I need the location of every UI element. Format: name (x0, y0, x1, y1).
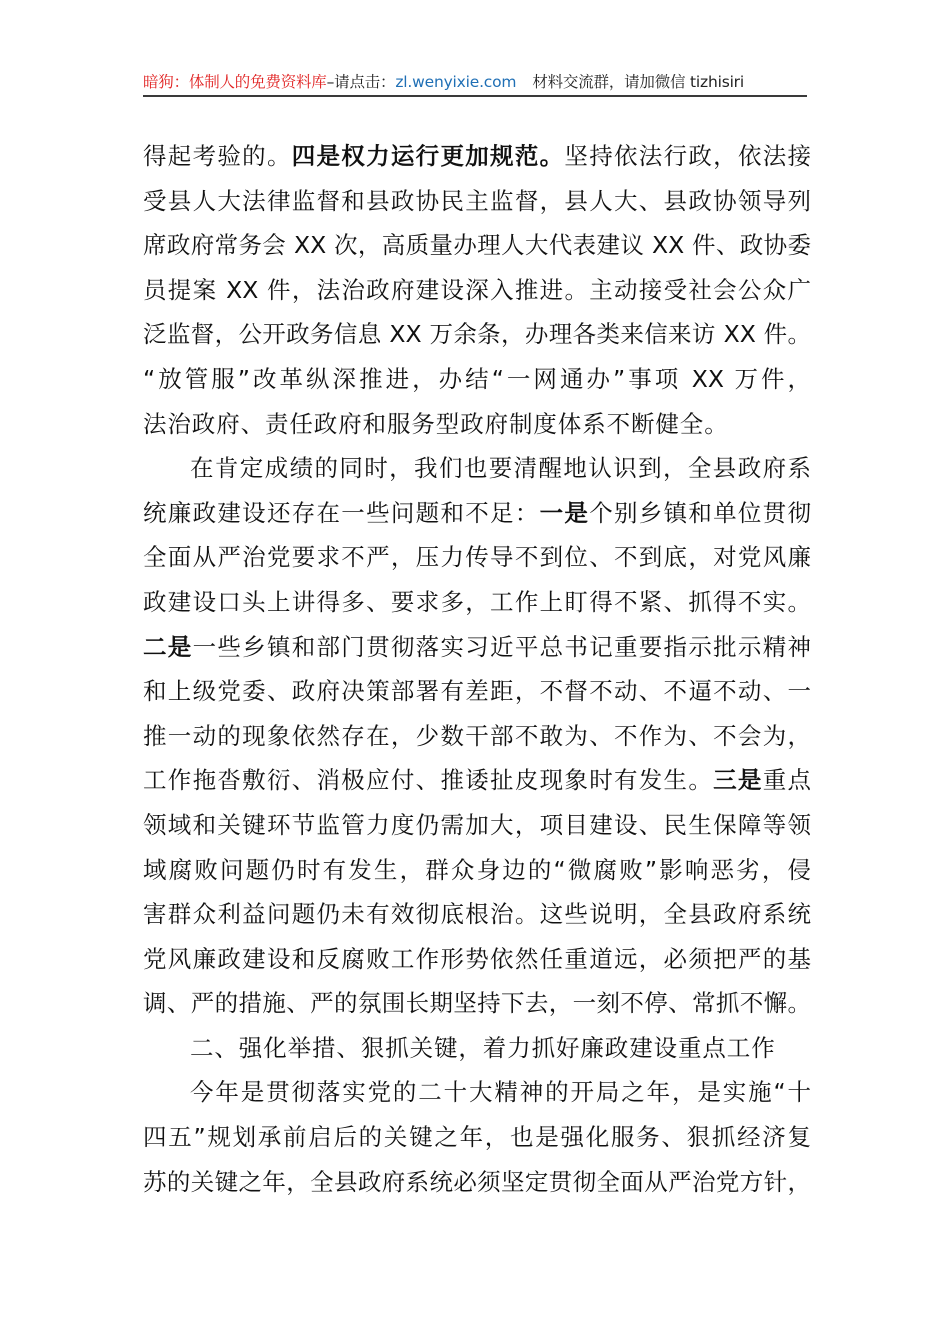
text-line (143, 981, 811, 1026)
text-segment: 得起考验的。 (143, 142, 292, 170)
text-line (143, 1070, 811, 1115)
header-contact: 材料交流群，请加微信 tizhisiri (532, 73, 744, 91)
header-brand: 暗狗：体制人的免费资料库 (143, 73, 327, 91)
text-segment: 一些乡镇和部门贯彻落实习近平总书记重要指示批示精神 (192, 632, 812, 661)
text-segment: 坚持依法行政，依法接 (564, 142, 812, 170)
text-segment: 今年是贯彻落实党的二十大精神的开局之年，是实施“十 (190, 1078, 811, 1107)
text-line (143, 892, 811, 937)
bold-phrase: 一是 (539, 498, 590, 527)
text-line (143, 1160, 811, 1205)
text-segment: 工作拖沓敷衍、消极应付、推诿扯皮现象时有发生。 (143, 766, 714, 795)
bold-phrase: 四是权力运行更加规范。 (291, 142, 565, 170)
document-body (143, 134, 811, 1204)
text-segment: 二、强化举措、狠抓关键，着力抓好廉政建设重点工作 (190, 1033, 776, 1062)
header-link[interactable]: zl.wenyixie.com (395, 73, 517, 91)
text-segment: 个别乡镇和单位贯彻 (589, 498, 812, 527)
header-divider (143, 95, 807, 97)
text-segment: 党风廉政建设和反腐败工作形势依然任重道远，必须把严的基 (143, 944, 811, 973)
text-line (143, 446, 811, 491)
text-line (143, 848, 811, 893)
text-segment: 法治政府、责任政府和服务型政府制度体系不断健全。 (143, 409, 729, 438)
text-line (143, 402, 811, 447)
page-header (143, 70, 806, 94)
text-line (143, 714, 811, 759)
text-segment: 受县人大法律监督和县政协民主监督，县人大、县政协领导列 (143, 186, 811, 215)
text-line (143, 669, 811, 714)
header-click-prefix: –请点击： (326, 73, 396, 91)
text-segment: 重点 (762, 766, 812, 795)
text-segment: “放管服”改革纵深推进，办结“一网通办”事项 XX 万件， (143, 364, 811, 393)
text-line (143, 179, 811, 224)
text-line (143, 580, 811, 625)
text-line (143, 1026, 811, 1071)
text-segment: 苏的关键之年，全县政府系统必须坚定贯彻全面从严治党方针， (143, 1167, 811, 1196)
text-line (143, 535, 811, 580)
text-line (143, 491, 811, 536)
text-segment: 统廉政建设还存在一些问题和不足： (143, 498, 540, 527)
bold-phrase: 二是 (143, 632, 193, 661)
text-segment: 政建设口头上讲得多、要求多，工作上盯得不紧、抓得不实。 (143, 587, 811, 616)
text-line (143, 223, 811, 268)
text-line (143, 625, 811, 670)
text-segment: 害群众利益问题仍未有效彻底根治。这些说明，全县政府系统 (143, 900, 811, 929)
bold-phrase: 三是 (713, 766, 763, 795)
text-segment: 和上级党委、政府决策部署有差距，不督不动、不逼不动、一 (143, 677, 811, 706)
text-line (143, 937, 811, 982)
text-line (143, 758, 811, 803)
text-line (143, 357, 811, 402)
text-segment: 推一动的现象依然存在，少数干部不敢为、不作为、不会为， (143, 721, 811, 750)
text-segment: 在肯定成绩的同时，我们也要清醒地认识到，全县政府系 (190, 454, 811, 483)
text-line (143, 1115, 811, 1160)
text-line (143, 134, 811, 179)
text-segment: 泛监督，公开政务信息 XX 万余条，办理各类来信来访 XX 件。 (143, 320, 811, 349)
text-segment: 席政府常务会 XX 次，高质量办理人大代表建议 XX 件、政协委 (143, 231, 811, 260)
text-line (143, 803, 811, 848)
text-segment: 域腐败问题仍时有发生，群众身边的“微腐败”影响恶劣，侵 (143, 855, 811, 884)
text-segment: 领域和关键环节监管力度仍需加大，项目建设、民生保障等领 (143, 810, 811, 839)
text-segment: 全面从严治党要求不严，压力传导不到位、不到底，对党风廉 (143, 543, 811, 572)
text-line (143, 268, 811, 313)
text-segment: 四五”规划承前启后的关键之年，也是强化服务、狠抓经济复 (143, 1123, 811, 1152)
text-segment: 调、严的措施、严的氛围长期坚持下去，一刻不停、常抓不懈。 (143, 989, 811, 1018)
text-line (143, 312, 811, 357)
text-segment: 员提案 XX 件，法治政府建设深入推进。主动接受社会公众广 (143, 275, 811, 304)
